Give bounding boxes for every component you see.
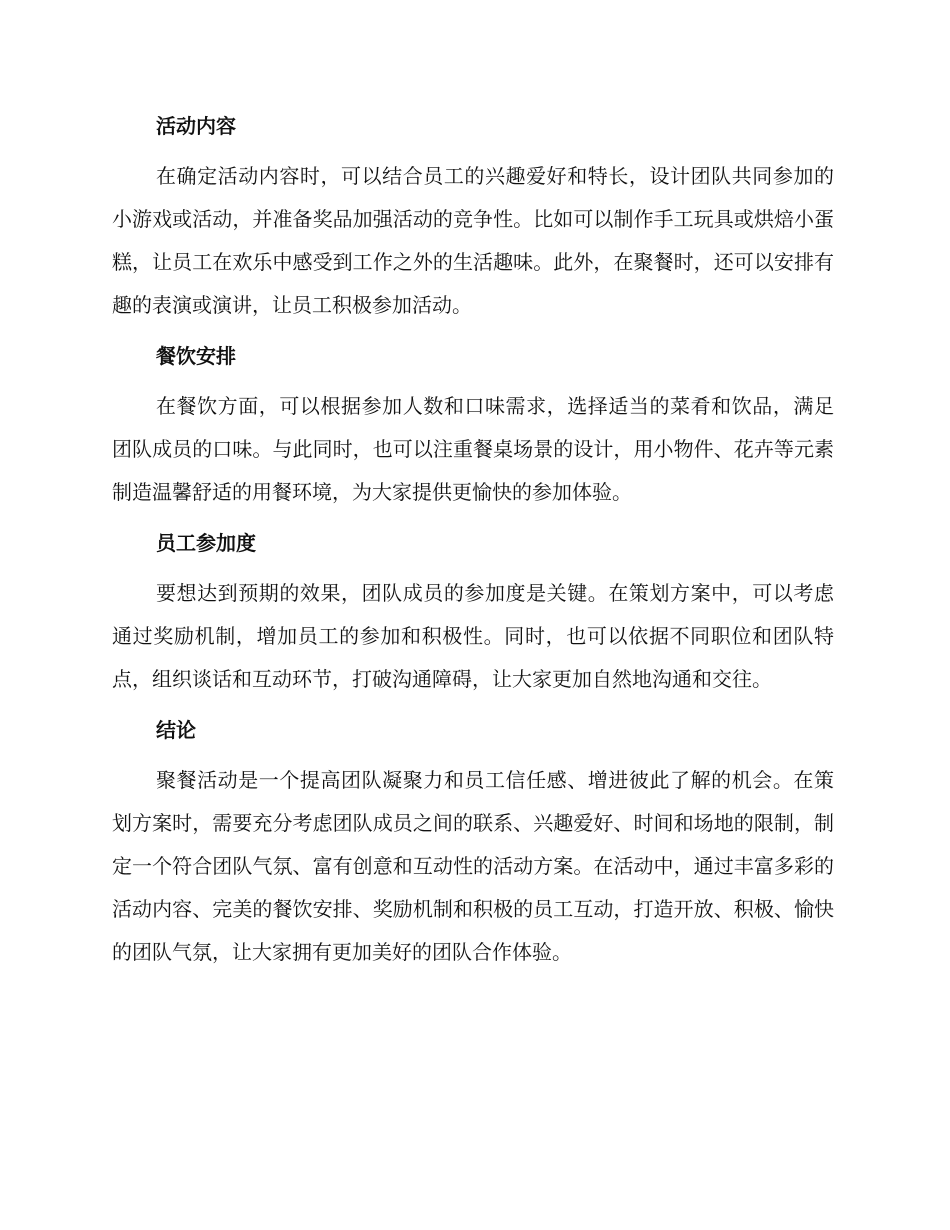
section-participation <box>112 525 834 701</box>
document-page <box>112 108 834 985</box>
section-paragraph: 在餐饮方面，可以根据参加人数和口味需求，选择适当的菜肴和饮品，满足团队成员的口味。与此同时，也可以注重餐桌场景的设计，用小物件、花卉等元素制造温馨舒适的用餐环境，为大家提供更愉快的参加体验。 <box>112 394 834 504</box>
section-heading: 餐饮安排 <box>156 344 236 368</box>
section-paragraph: 在确定活动内容时，可以结合员工的兴趣爱好和特长，设计团队共同参加的小游戏或活动，并准备奖品加强活动的竞争性。比如可以制作手工玩具或烘焙小蛋糕，让员工在欢乐中感受到工作之外的生活趣味。此外，在聚餐时，还可以安排有趣的表演或演讲，让员工积极参加活动。 <box>112 164 834 317</box>
section-heading: 结论 <box>156 718 196 742</box>
section-activity-content <box>112 108 834 327</box>
section-paragraph: 要想达到预期的效果，团队成员的参加度是关键。在策划方案中，可以考虑通过奖励机制，增加员工的参加和积极性。同时，也可以依据不同职位和团队特点，组织谈话和互动环节，打破沟通障碍，让大家更加自然地沟通和交往。 <box>112 581 834 691</box>
section-catering <box>112 338 834 514</box>
section-conclusion <box>112 712 834 974</box>
section-heading: 员工参加度 <box>156 531 256 555</box>
section-paragraph: 聚餐活动是一个提高团队凝聚力和员工信任感、增进彼此了解的机会。在策划方案时，需要充分考虑团队成员之间的联系、兴趣爱好、时间和场地的限制，制定一个符合团队气氛、富有创意和互动性的活动方案。在活动中，通过丰富多彩的活动内容、完美的餐饮安排、奖励机制和积极的员工互动，打造开放、积极、愉快的团队气氛，让大家拥有更加美好的团队合作体验。 <box>112 768 834 964</box>
section-heading: 活动内容 <box>156 114 236 138</box>
